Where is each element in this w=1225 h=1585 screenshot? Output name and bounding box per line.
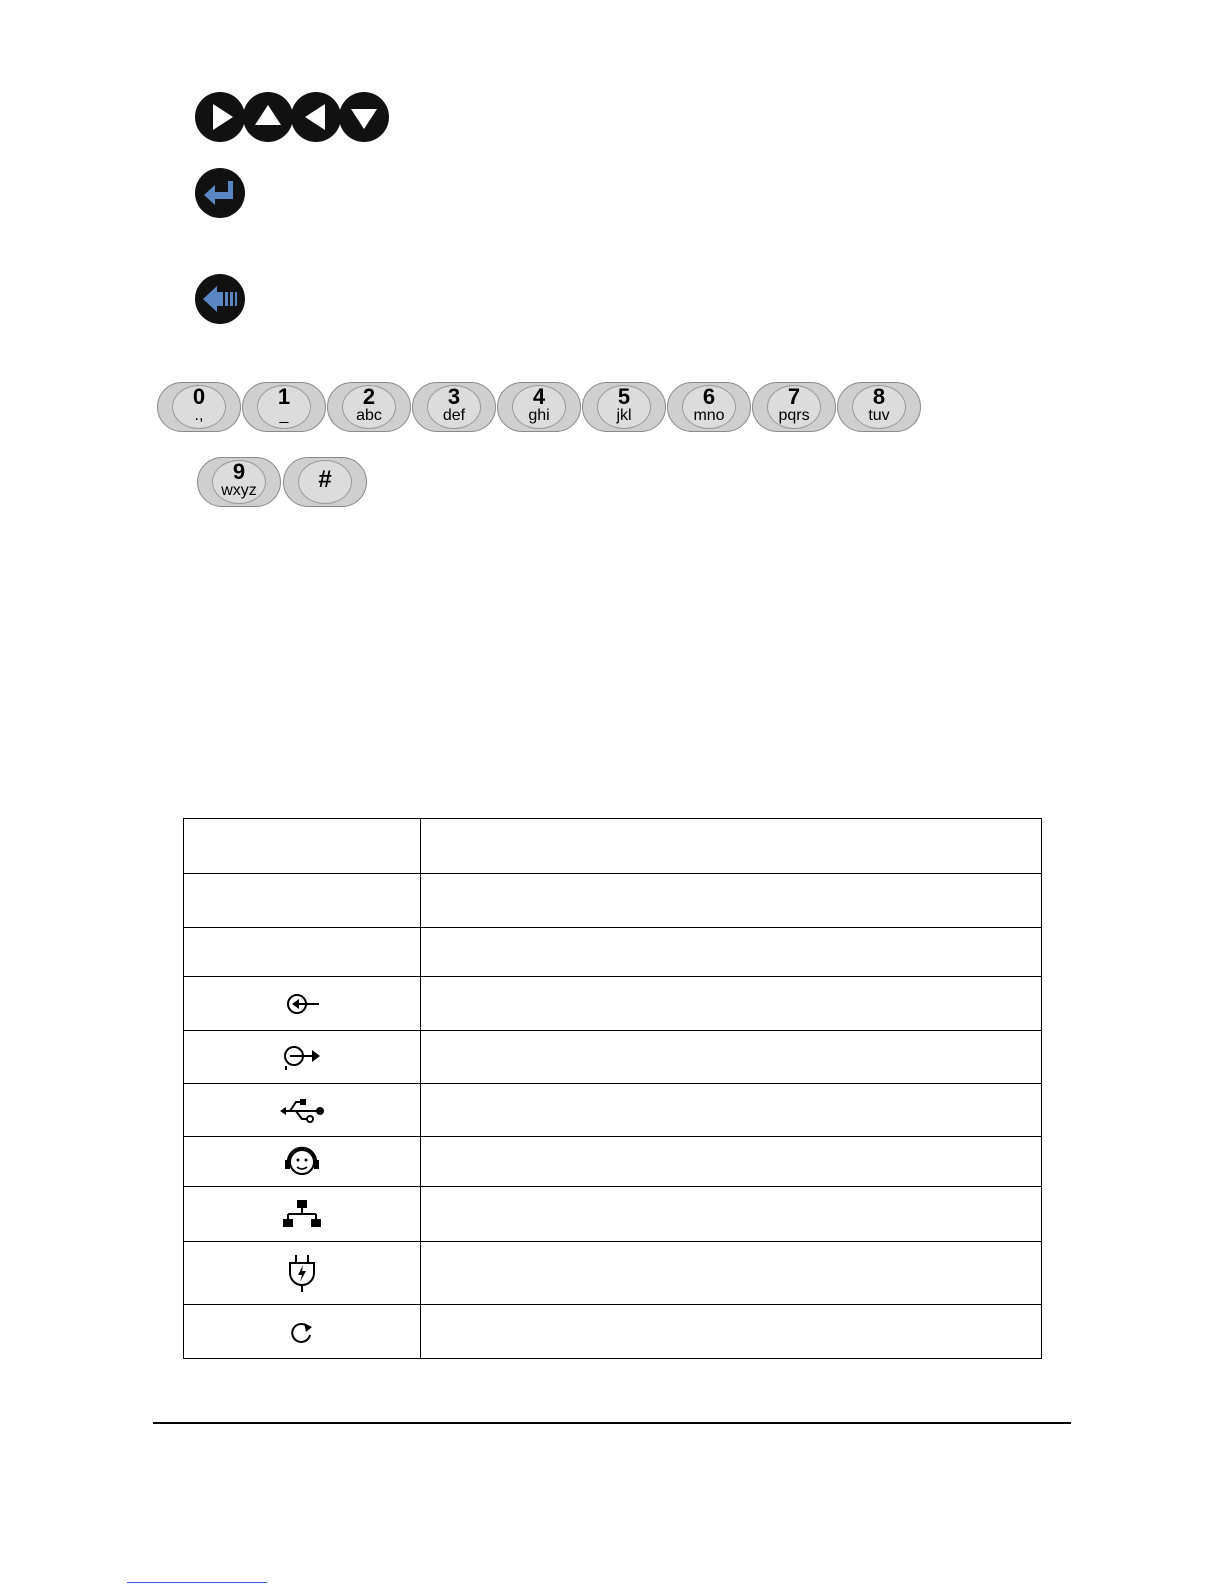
- table-row: [184, 1242, 1042, 1305]
- audio-out-icon: [184, 1031, 421, 1084]
- icon-table: [183, 818, 1042, 1359]
- key-8: 8 tuv: [837, 382, 921, 432]
- left-arrow-icon: [291, 92, 341, 142]
- reset-icon: [184, 1305, 421, 1359]
- audio-in-icon: [184, 977, 421, 1031]
- table-row: [184, 977, 1042, 1031]
- table-row: [184, 1137, 1042, 1187]
- table-row: [184, 928, 1042, 977]
- right-arrow-icon: [195, 92, 245, 142]
- table-row: [184, 1187, 1042, 1242]
- key-0: 0 .,: [157, 382, 241, 432]
- enter-icon: [195, 168, 245, 218]
- down-arrow-icon: [339, 92, 389, 142]
- navigation-keys: [195, 92, 387, 142]
- key-5: 5 jkl: [582, 382, 666, 432]
- key-1: 1 _: [242, 382, 326, 432]
- backspace-icon: [195, 274, 245, 324]
- up-arrow-icon: [243, 92, 293, 142]
- footer-rule: [153, 1422, 1071, 1424]
- key-hash: #: [283, 457, 367, 507]
- usb-icon: [184, 1084, 421, 1137]
- key-6: 6 mno: [667, 382, 751, 432]
- footer-link-underline[interactable]: [127, 1582, 267, 1583]
- key-3: 3 def: [412, 382, 496, 432]
- table-row: [184, 874, 1042, 928]
- key-2: 2 abc: [327, 382, 411, 432]
- network-icon: [184, 1187, 421, 1242]
- table-row: [184, 1084, 1042, 1137]
- key-4: 4 ghi: [497, 382, 581, 432]
- table-row: [184, 819, 1042, 874]
- key-9: 9 wxyz: [197, 457, 281, 507]
- headset-icon: [184, 1137, 421, 1187]
- power-plug-icon: [184, 1242, 421, 1305]
- key-7: 7 pqrs: [752, 382, 836, 432]
- table-row: [184, 1031, 1042, 1084]
- table-row: [184, 1305, 1042, 1359]
